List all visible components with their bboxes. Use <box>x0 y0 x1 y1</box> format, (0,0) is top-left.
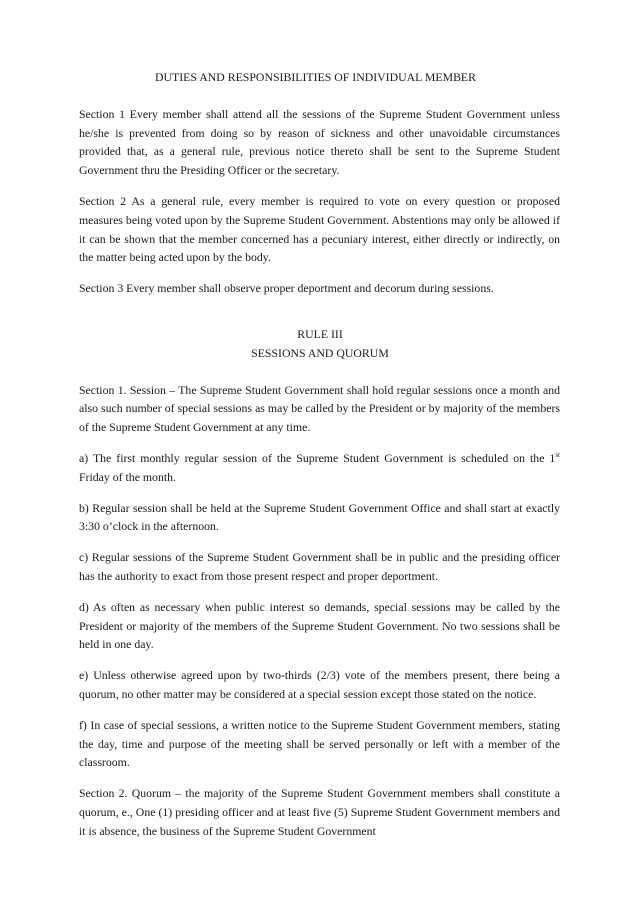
session-item-a-text: a) The first monthly regular session of the Supreme Student Government is scheduled on the 1 <box>79 450 556 465</box>
quorum-section-2: Section 2. Quorum – the majority of the Supreme Student Government members shall constitute a quorum, e., One (1) presiding officer and at least five (5) Supreme Student Government members and it is absence, the business of the Supreme Student Government <box>79 786 560 838</box>
session-item-d: d) As often as necessary when public interest so demands, special sessions may be called by the President or majority of the members of the Supreme Student Government. No two sessions shall be held in one day. <box>79 599 560 652</box>
duty-section-2: Section 2 As a general rule, every member is required to vote on every question or proposed measures being voted upon by the Supreme Student Government. Abstentions may only be allowed if it can be shown that the member concerned has a pecuniary interest, either directly or indirectly, on the matter being acted upon by the body. <box>79 193 560 265</box>
session-item-a-end: Friday of the month. <box>79 469 176 484</box>
session-item-b: b) Regular session shall be held at the Supreme Student Government Office and shall start at exactly 3:30 o’clock in the afternoon. <box>79 500 560 534</box>
session-item-c: c) Regular sessions of the Supreme Student Government shall be in public and the presiding officer has the authority to exact from those present respect and proper deportment. <box>79 550 560 583</box>
rule-title: RULE III <box>297 326 343 341</box>
session-item-a <box>79 449 560 487</box>
session-item-f: f) In case of special sessions, a written notice to the Supreme Student Government members, stating the day, time and purpose of the meeting shall be served personally or left with a member of the classroom. <box>79 717 560 770</box>
duty-section-1: Section 1 Every member shall attend all the sessions of the Supreme Student Government unless he/she is prevented from doing so by reason of sickness and other unavoidable circumstances provided that, as a general rule, previous notice thereto shall be sent to the Supreme Student Government thru the Presiding Officer or the secretary. <box>79 106 560 178</box>
session-item-e: e) Unless otherwise agreed upon by two-thirds (2/3) vote of the members present, there being a quorum, no other matter may be considered at a special session except those stated on the notice. <box>79 668 560 701</box>
duty-section-3: Section 3 Every member shall observe proper deportment and decorum during sessions. <box>79 281 494 296</box>
rule-heading <box>79 325 560 363</box>
ordinal-suffix: st <box>555 451 560 460</box>
rule-subtitle: SESSIONS AND QUORUM <box>251 345 389 360</box>
document-body <box>79 68 560 853</box>
session-section-1: Section 1. Session – The Supreme Student Government shall hold regular sessions once a month and also such number of special sessions as may be called by the President or by majority of the members of the Supreme Student Government at any time. <box>79 382 560 435</box>
section-title: DUTIES AND RESPONSIBILITIES OF INDIVIDUAL MEMBER <box>154 70 477 84</box>
